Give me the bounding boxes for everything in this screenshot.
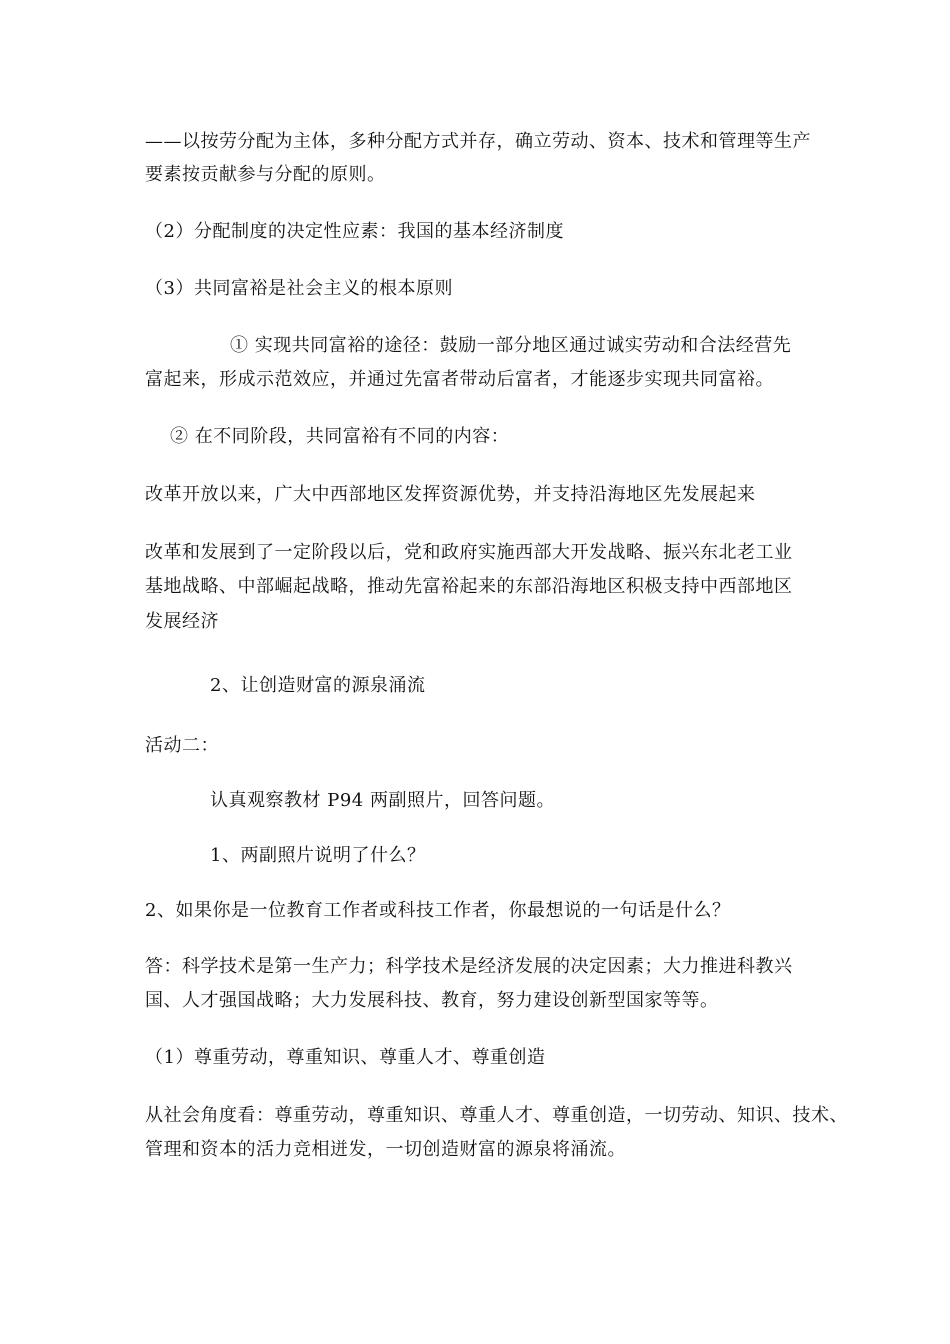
paragraph-line: 富起来，形成示范效应，并通过先富者带动后富者，才能逐步实现共同富裕。: [145, 369, 774, 390]
paragraph-line: 发展经济: [145, 611, 219, 632]
paragraph-line: ② 在不同阶段，共同富裕有不同的内容：: [170, 426, 510, 447]
activity-label: 活动二：: [145, 735, 219, 756]
paragraph-line: 要素按贡献参与分配的原则。: [145, 164, 386, 185]
paragraph-line: 改革开放以来，广大中西部地区发挥资源优势，并支持沿海地区先发展起来: [145, 484, 756, 505]
paragraph-line: （1）尊重劳动，尊重知识、尊重人才、尊重创造: [145, 1047, 546, 1068]
paragraph-line: 管理和资本的活力竞相迸发，一切创造财富的源泉将涌流。: [145, 1139, 626, 1160]
paragraph-line: 基地战略、中部崛起战略，推动先富裕起来的东部沿海地区积极支持中西部地区: [145, 576, 793, 597]
paragraph-line: ① 实现共同富裕的途径：鼓励一部分地区通过诚实劳动和合法经营先: [230, 335, 792, 356]
paragraph-line: 从社会角度看：尊重劳动，尊重知识、尊重人才、尊重创造，一切劳动、知识、技术、: [145, 1105, 848, 1126]
question-line: 1、两副照片说明了什么？: [210, 845, 426, 866]
question-line: 2、如果你是一位教育工作者或科技工作者，你最想说的一句话是什么？: [145, 900, 731, 921]
section-heading: 2、让创造财富的源泉涌流: [210, 675, 426, 696]
answer-line: 国、人才强国战略；大力发展科技、教育，努力建设创新型国家等等。: [145, 990, 719, 1011]
paragraph-line: （3）共同富裕是社会主义的根本原则: [145, 278, 453, 299]
paragraph-line: 认真观察教材 P94 两副照片，回答问题。: [210, 790, 555, 811]
paragraph-line: （2）分配制度的决定性应素：我国的基本经济制度: [145, 221, 564, 242]
answer-line: 答：科学技术是第一生产力；科学技术是经济发展的决定因素；大力推进科教兴: [145, 956, 793, 977]
paragraph-line: ——以按劳分配为主体，多种分配方式并存，确立劳动、资本、技术和管理等生产: [145, 131, 811, 152]
paragraph-line: 改革和发展到了一定阶段以后，党和政府实施西部大开发战略、振兴东北老工业: [145, 542, 793, 563]
